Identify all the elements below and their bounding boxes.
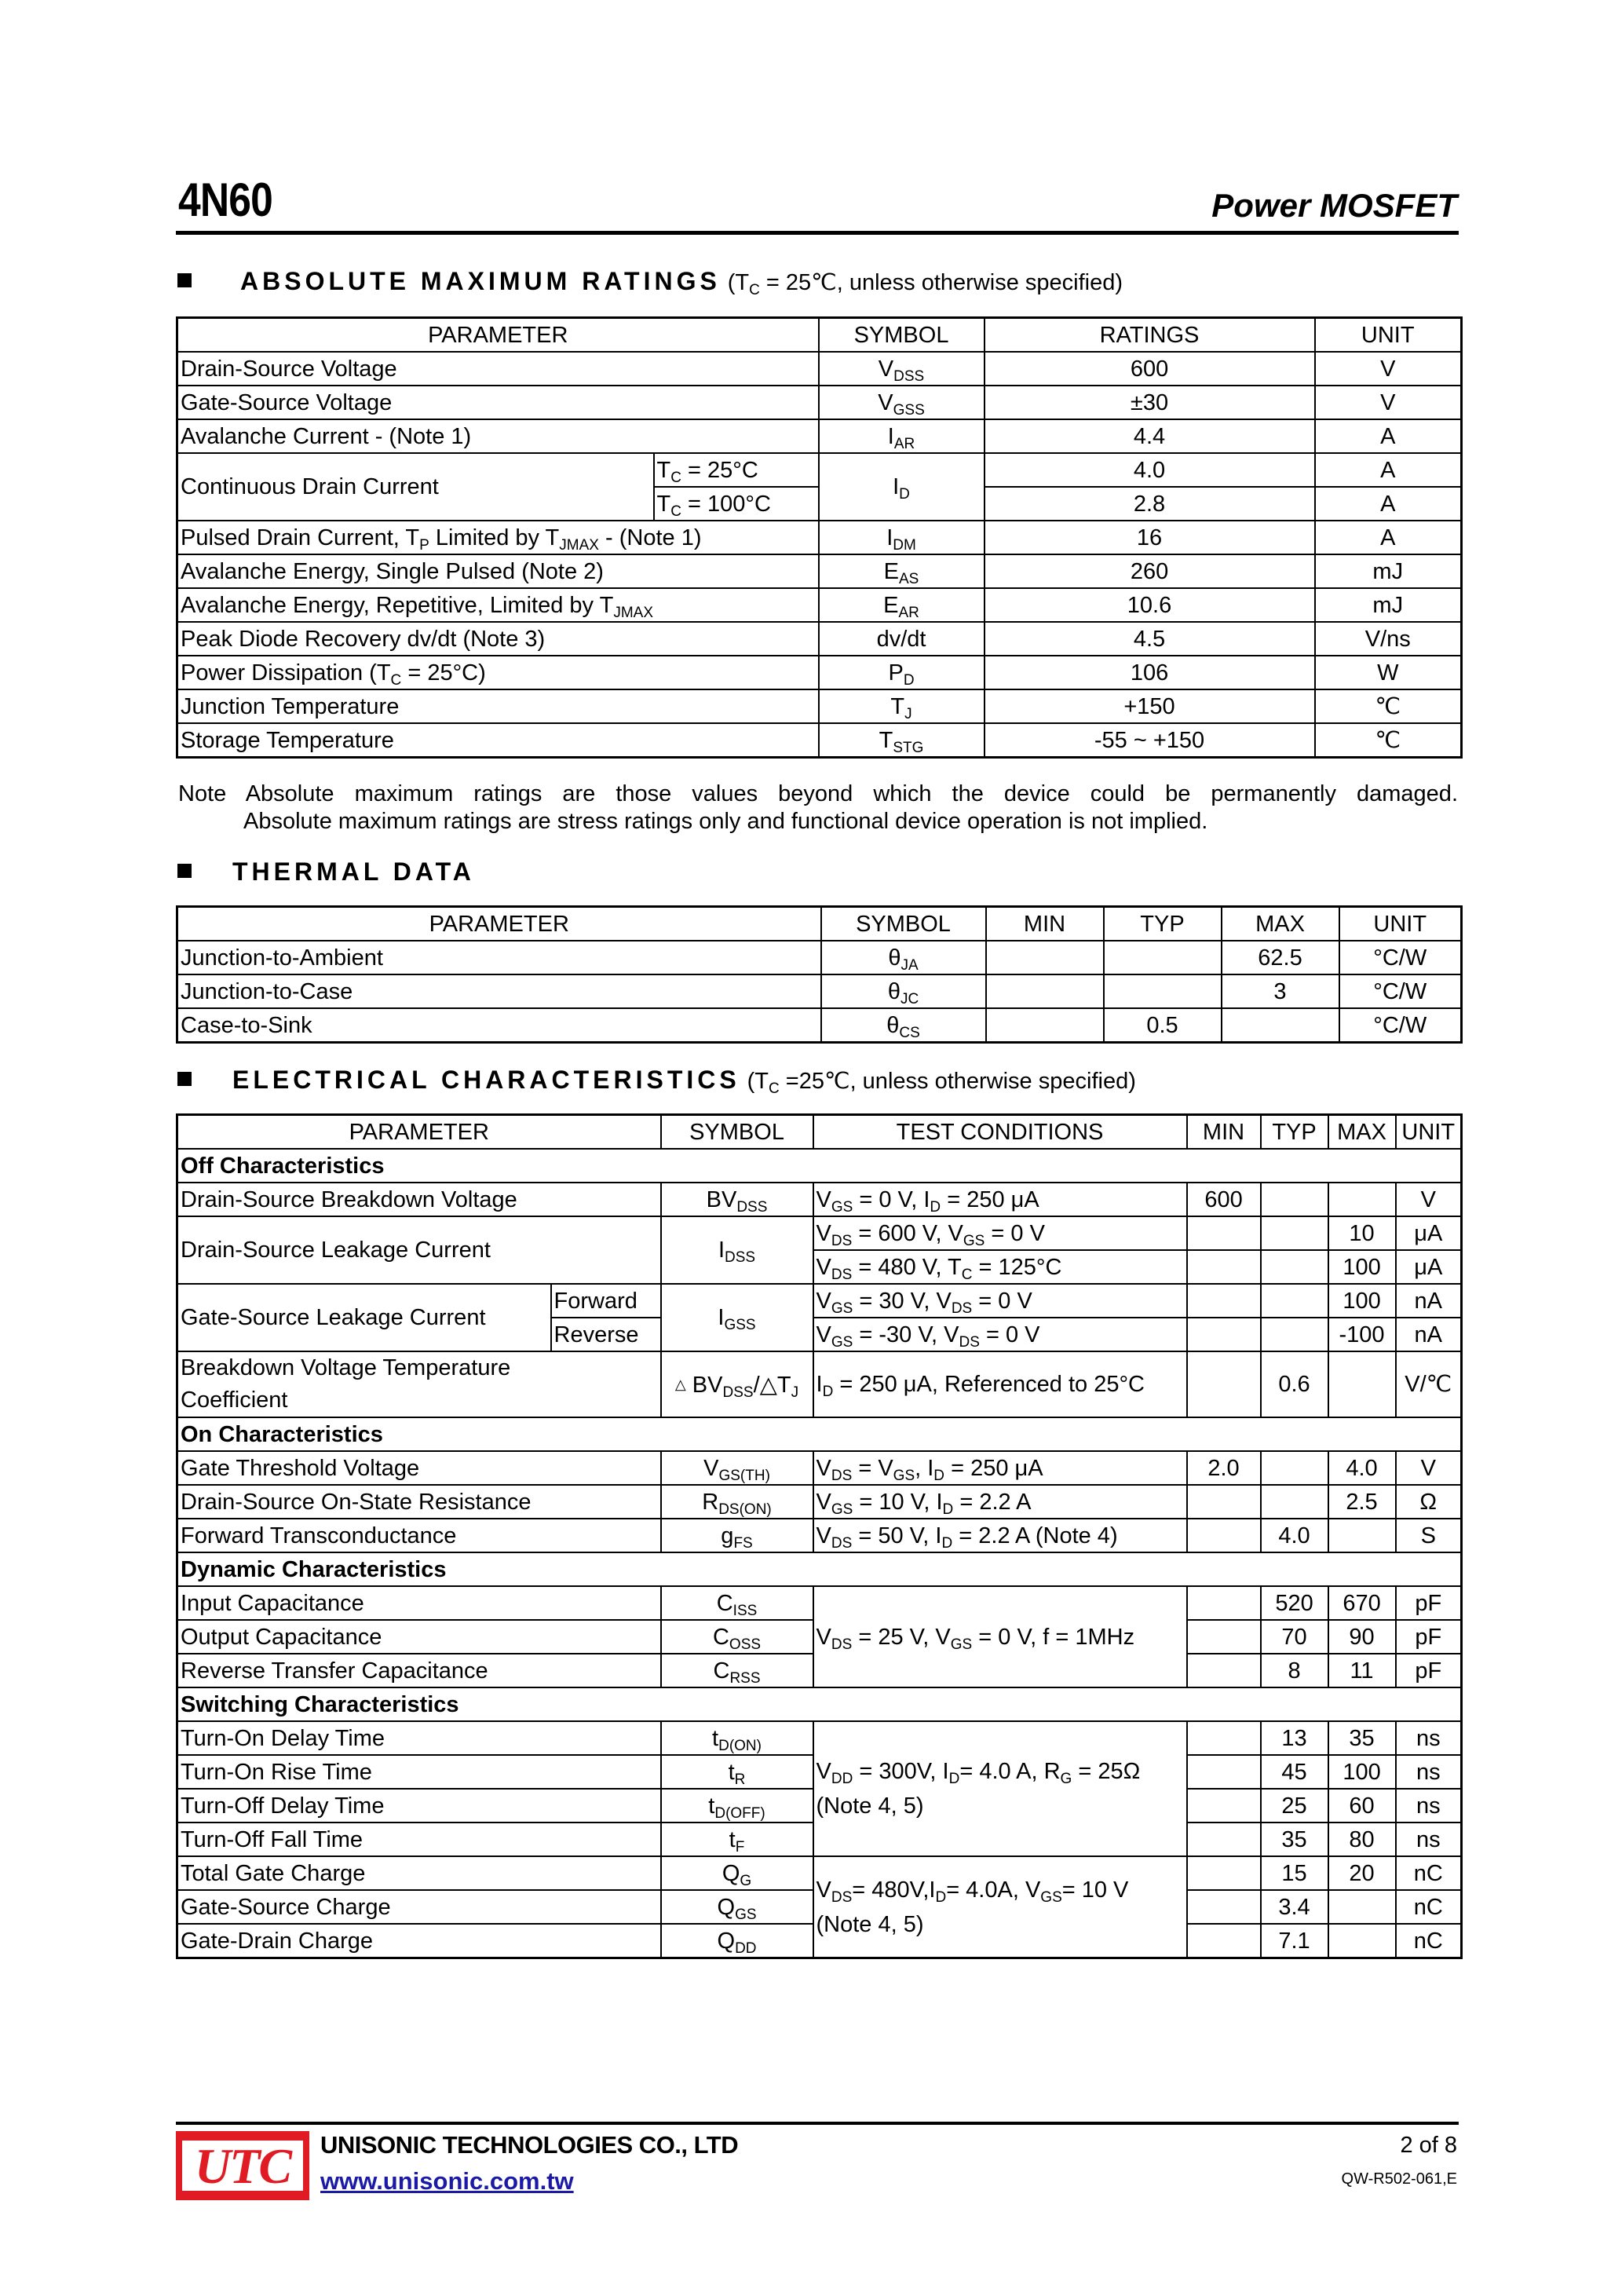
- amr-section-title: ABSOLUTE MAXIMUM RATINGS ($T_C$ = 25℃, unless otherwise specified): [177, 267, 1123, 296]
- table-row: Junction-to-Case $\theta_{JC}$ 3 °C/W: [177, 974, 1462, 1008]
- table-row: Continuous Drain Current $T_C = 25^\circ C$ $I_D$ 4.0 A: [177, 453, 1462, 487]
- device-type: Power MOSFET: [1211, 187, 1457, 224]
- company-url-link[interactable]: www.unisonic.com.tw: [320, 2167, 574, 2195]
- table-row: Forward Transconductance $g_{FS}$ $V_{DS} = 50$ V, $I_D = 2.2$ A (Note 4) 4.0 S: [177, 1519, 1462, 1552]
- table-header-row: PARAMETER SYMBOL TEST CONDITIONS MIN TYP MAX UNIT: [177, 1115, 1462, 1150]
- table-row: Reverse $V_{GS} = -30$ V, $V_{DS} = 0$ V -100 nA: [177, 1318, 1462, 1351]
- elec-table: [176, 1113, 1463, 1959]
- table-row: Peak Diode Recovery dv/dt (Note 3) dv/dt 4.5 V/ns: [177, 622, 1462, 656]
- table-row: Total Gate Charge $Q_G$ $V_{DS}= 480V,I_D= 4.0A$, $V_{GS}= 10$ V (Note 4, 5) 15 20 nC: [177, 1856, 1462, 1890]
- table-row: Junction Temperature $T_J$ +150 ℃: [177, 689, 1462, 723]
- group-row: Switching Characteristics: [177, 1687, 1462, 1721]
- table-row: Breakdown Voltage Temperature Coefficient △ $BV_{DSS}/\triangle T_J$ $I_D = 250$ μA, Referenced to 25°C 0.6 V/℃: [177, 1351, 1462, 1417]
- table-row: Turn-On Delay Time $t_{D(ON)}$ $V_{DD} = 300V$, $I_D= 4.0$ A, $R_G = 25\Omega$ (Note 4, 5) 13 35 ns: [177, 1721, 1462, 1755]
- table-row: Drain-Source Breakdown Voltage $BV_{DSS}$ $V_{GS} = 0$ V, $I_D = 250$ μA 600 V: [177, 1183, 1462, 1216]
- header-rule: [176, 231, 1459, 235]
- table-header-row: PARAMETER SYMBOL MIN TYP MAX UNIT: [177, 907, 1462, 941]
- table-row: Turn-Off Delay Time $t_{D(OFF)}$ 25 60 ns: [177, 1789, 1462, 1823]
- table-row: Avalanche Energy, Single Pulsed (Note 2) $E_{AS}$ 260 mJ: [177, 554, 1462, 588]
- table-row: Gate Threshold Voltage $V_{GS(TH)}$ $V_{DS} = V_{GS}$, $I_D = 250$ μA 2.0 4.0 V: [177, 1451, 1462, 1485]
- table-row: Gate-Drain Charge $Q_{DD}$ 7.1 nC: [177, 1924, 1462, 1958]
- table-row: Drain-Source Leakage Current $I_{DSS}$ $V_{DS} = 600$ V, $V_{GS} = 0$ V 10 μA: [177, 1216, 1462, 1250]
- group-row: Dynamic Characteristics: [177, 1552, 1462, 1586]
- utc-logo: [176, 2131, 309, 2200]
- table-header-row: PARAMETER SYMBOL RATINGS UNIT: [177, 318, 1462, 353]
- table-row: Avalanche Current - (Note 1) $I_{AR}$ 4.4 A: [177, 419, 1462, 453]
- table-row: Power Dissipation $(T_C = 25^\circ C)$ $P_D$ 106 W: [177, 656, 1462, 689]
- note-line-1: Note Absolute maximum ratings are those values beyond which the device could be permanently damaged.: [178, 781, 1458, 806]
- table-row: Turn-On Rise Time $t_R$ 45 100 ns: [177, 1755, 1462, 1789]
- table-row: Gate-Source Charge $Q_{GS}$ 3.4 nC: [177, 1890, 1462, 1924]
- bullet-icon: [177, 864, 192, 878]
- table-row: Turn-Off Fall Time $t_F$ 35 80 ns: [177, 1823, 1462, 1856]
- table-row: Gate-Source Leakage Current Forward $I_{GSS}$ $V_{GS} = 30$ V, $V_{DS} = 0$ V 100 nA: [177, 1284, 1462, 1318]
- table-row: Input Capacitance $C_{ISS}$ $V_{DS} = 25$ V, $V_{GS} = 0$ V, f = 1MHz 520 670 pF: [177, 1586, 1462, 1620]
- document-number: QW-R502-061,E: [1341, 2170, 1457, 2188]
- footer-rule: [176, 2122, 1459, 2125]
- table-row: Case-to-Sink $\theta_{CS}$ 0.5 °C/W: [177, 1008, 1462, 1043]
- elec-section-title: ELECTRICAL CHARACTERISTICS ($T_C$ =25℃, unless otherwise specified): [177, 1066, 1136, 1095]
- note-line-2: Absolute maximum ratings are stress ratings only and functional device operation is not implied.: [243, 809, 1208, 834]
- bullet-icon: [177, 1072, 192, 1086]
- group-row: On Characteristics: [177, 1417, 1462, 1451]
- part-number: 4N60: [178, 174, 272, 226]
- amr-table: [176, 316, 1463, 759]
- table-row: Output Capacitance $C_{OSS}$ 70 90 pF: [177, 1620, 1462, 1654]
- page-number: 2 of 8: [1400, 2133, 1457, 2158]
- table-row: Drain-Source On-State Resistance $R_{DS(ON)}$ $V_{GS} = 10$ V, $I_D = 2.2$ A 2.5 Ω: [177, 1485, 1462, 1519]
- group-row: Off Characteristics: [177, 1149, 1462, 1183]
- table-row: Reverse Transfer Capacitance $C_{RSS}$ 8 11 pF: [177, 1654, 1462, 1687]
- table-row: Gate-Source Voltage $V_{GSS}$ ±30 V: [177, 386, 1462, 419]
- thermal-section-title: THERMAL DATA: [177, 857, 475, 887]
- table-row: Avalanche Energy, Repetitive, Limited by $T_{JMAX}$ $E_{AR}$ 10.6 mJ: [177, 588, 1462, 622]
- table-row: Junction-to-Ambient $\theta_{JA}$ 62.5 °C/W: [177, 941, 1462, 974]
- table-row: Drain-Source Voltage $V_{DSS}$ 600 V: [177, 352, 1462, 386]
- table-row: Pulsed Drain Current, $T_P$ Limited by $T_{JMAX}$ - (Note 1) $I_{DM}$ 16 A: [177, 521, 1462, 554]
- logo-text: UTC: [182, 2141, 303, 2191]
- table-row: $V_{DS} = 480$ V, $T_C = 125^\circ C$ 100 μA: [177, 1250, 1462, 1284]
- company-name: UNISONIC TECHNOLOGIES CO., LTD: [320, 2131, 739, 2159]
- thermal-table: [176, 905, 1463, 1044]
- table-row: $T_C = 100^\circ C$ 2.8 A: [177, 487, 1462, 521]
- table-row: Storage Temperature $T_{STG}$ -55 ~ +150 ℃: [177, 723, 1462, 758]
- bullet-icon: [177, 273, 192, 287]
